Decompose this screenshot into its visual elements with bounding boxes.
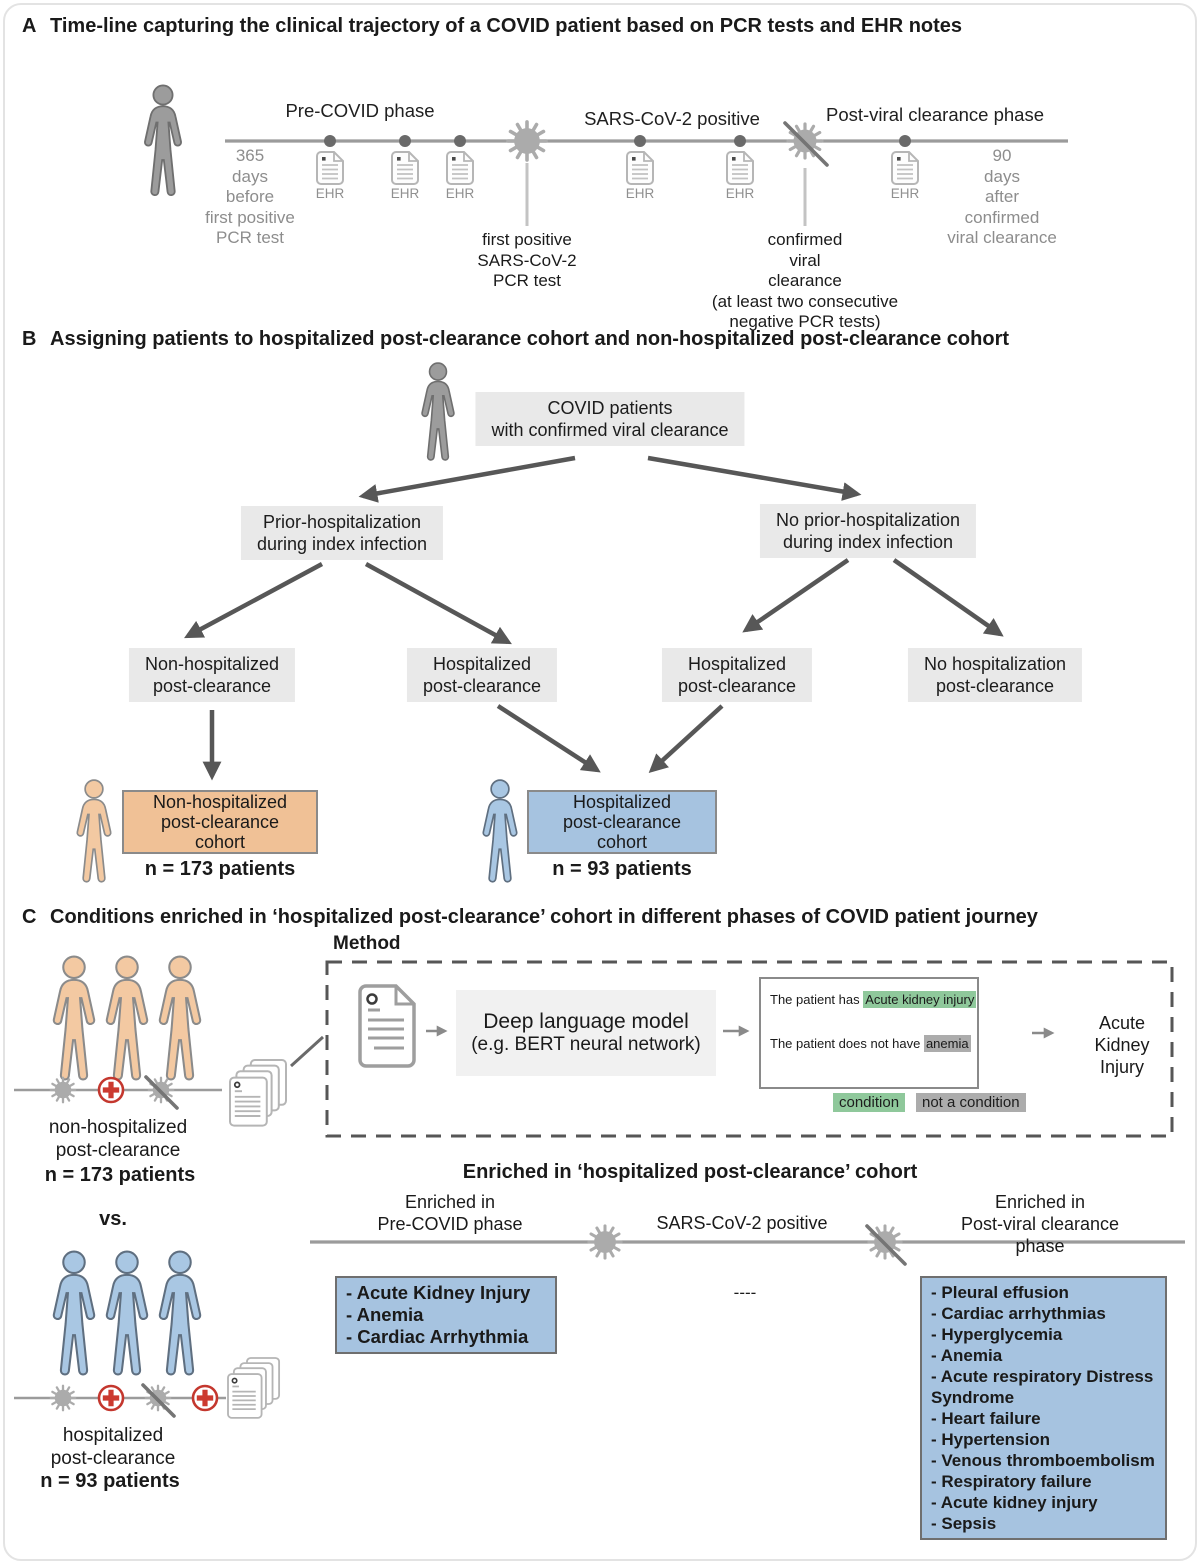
ehr-label: EHR (390, 186, 420, 201)
panel-b-label: B (22, 328, 37, 350)
condition-item: - Hyperglycemia (931, 1325, 1063, 1344)
model-detail: (e.g. BERT neural network) (471, 1034, 701, 1055)
notes-stack-icon (228, 1358, 279, 1418)
condition-item: - Anemia (346, 1304, 424, 1325)
hosp-cohort-count: n = 93 patients (40, 1470, 180, 1492)
enriched-positive-header: SARS-CoV-2 positive (656, 1213, 828, 1233)
hospital-cross-icon (99, 1386, 123, 1410)
notes-stack-icon (230, 1060, 286, 1126)
phase-pre-covid-label: Pre-COVID phase (285, 100, 435, 121)
panel-c-label: C (22, 906, 37, 928)
condition-item: - Acute kidney injury (931, 1493, 1098, 1512)
hospitalized-cohort-count: n = 93 patients (552, 858, 692, 880)
ehr-label: EHR (890, 186, 920, 201)
panel-a-label: A (22, 15, 37, 37)
hospitalized-patient-icon (107, 1252, 147, 1375)
sentence-example-box (759, 977, 979, 1089)
ehr-label: EHR (725, 186, 755, 201)
nonhospitalized-patient-icon (160, 957, 200, 1080)
panel-c-title: Conditions enriched in ‘hospitalized post-clearance’ cohort in different phases of COVID patient journey (50, 906, 1038, 928)
hospital-cross-icon (99, 1078, 123, 1102)
virus-cleared-icon (146, 1077, 177, 1108)
hospitalized-cohort-box: Hospitalized post-clearance cohort (527, 790, 717, 854)
model-name: Deep language model (483, 1010, 689, 1033)
enriched-section-title: Enriched in ‘hospitalized post-clearance’ cohort (462, 1161, 918, 1183)
vs-label: vs. (99, 1208, 127, 1230)
hospitalized-patient-icon (54, 1252, 94, 1375)
node-hosp-post-clearance: Hospitalized post-clearance (407, 648, 557, 702)
condition-item: - Hypertension (931, 1430, 1051, 1449)
deep-language-model-box (456, 990, 716, 1076)
condition-item: - Venous thromboembolism (931, 1451, 1155, 1470)
phase-positive-label: SARS-CoV-2 positive (584, 108, 760, 129)
nonhospitalized-cohort-box: Non-hospitalized post-clearance cohort (122, 790, 318, 854)
node-no-prior-hospitalization: No prior-hospitalization during index infection (760, 504, 976, 558)
panel-a-title: Time-line capturing the clinical trajectory of a COVID patient based on PCR tests and EHR notes (50, 15, 963, 37)
method-label: Method (333, 933, 401, 954)
ehr-document-icon (627, 152, 653, 184)
virus-cleared-icon (785, 123, 827, 165)
sentence-positive: The patient has Acute kidney injury (770, 992, 975, 1007)
virus-cleared-icon (867, 1226, 905, 1264)
hospitalized-patient-icon (483, 780, 516, 882)
condition-item: - Acute Kidney Injury (346, 1282, 531, 1303)
method-dashed-box (327, 962, 1172, 1136)
note-document-icon (360, 986, 414, 1066)
condition-item: - Anemia (931, 1346, 1003, 1365)
virus-icon (508, 122, 546, 160)
note-90-days: 90 days after confirmed viral clearance (947, 146, 1057, 247)
note-365-days: 365 days before first positive PCR test (205, 146, 295, 247)
node-no-hospitalization: No hospitalization post-clearance (908, 648, 1082, 702)
no-conditions-placeholder: ---- (733, 1283, 757, 1302)
not-condition-highlight: anemia (925, 1036, 969, 1051)
nonhospitalized-patient-icon (77, 780, 110, 882)
condition-item: - Acute respiratory Distress Syndrome (931, 1367, 1154, 1407)
ehr-label: EHR (445, 186, 475, 201)
condition-item: - Pleural effusion (931, 1283, 1069, 1302)
condition-item: - Heart failure (931, 1409, 1041, 1428)
legend-condition: condition (833, 1093, 905, 1112)
node-prior-hospitalization: Prior-hospitalization during index infection (241, 506, 443, 560)
patient-icon (422, 363, 454, 460)
condition-item: - Sepsis (931, 1514, 997, 1533)
enriched-post-clearance-header: Enriched in Post-viral clearance phase (960, 1192, 1120, 1256)
patient-icon (145, 85, 181, 195)
enriched-pre-covid-header: Enriched in Pre-COVID phase (377, 1192, 523, 1234)
ehr-document-icon (892, 152, 918, 184)
nonhosp-cohort-count: n = 173 patients (44, 1164, 196, 1186)
condition-highlight: Acute kidney injury (865, 992, 975, 1007)
note-confirmed-clearance: confirmed viral clearance (at least two consecutive negative PCR tests) (711, 230, 899, 331)
ehr-document-icon (317, 152, 343, 184)
legend-not-condition: not a condition (916, 1093, 1026, 1112)
model-output-label: Acute Kidney Injury (1094, 1013, 1150, 1077)
node-hosp-post-clearance: Hospitalized post-clearance (662, 648, 812, 702)
virus-icon (51, 1078, 75, 1102)
node-nonhosp-post-clearance: Non-hospitalized post-clearance (129, 648, 295, 702)
nonhospitalized-patient-icon (54, 957, 94, 1080)
virus-icon (51, 1386, 75, 1410)
ehr-label: EHR (315, 186, 345, 201)
ehr-label: EHR (625, 186, 655, 201)
phase-post-clearance-label: Post-viral clearance phase (826, 104, 1044, 125)
condition-item: - Respiratory failure (931, 1472, 1092, 1491)
note-first-positive: first positive SARS-CoV-2 PCR test (477, 230, 577, 290)
stack-connector-line (291, 1037, 323, 1066)
post-clearance-conditions-box (920, 1276, 1167, 1540)
ehr-document-icon (447, 152, 473, 184)
nonhosp-cohort-label: non-hospitalized post-clearance (48, 1117, 188, 1161)
virus-icon (589, 1226, 621, 1258)
hospital-cross-icon (193, 1386, 217, 1410)
ehr-document-icon (392, 152, 418, 184)
condition-item: - Cardiac Arrhythmia (346, 1326, 529, 1347)
sentence-negative: The patient does not have anemia (770, 1036, 969, 1051)
ehr-document-icon (727, 152, 753, 184)
node-covid-patients: COVID patients with confirmed viral clearance (475, 392, 744, 446)
hosp-cohort-label: hospitalized post-clearance (50, 1425, 176, 1469)
panel-b-title: Assigning patients to hospitalized post-clearance cohort and non-hospitalized post-clearance cohort (50, 328, 1010, 350)
virus-cleared-icon (143, 1385, 174, 1416)
pre-covid-conditions-box (335, 1276, 557, 1354)
condition-item: - Cardiac arrhythmias (931, 1304, 1106, 1323)
nonhospitalized-cohort-count: n = 173 patients (144, 858, 296, 880)
hospitalized-patient-icon (160, 1252, 200, 1375)
nonhospitalized-patient-icon (107, 957, 147, 1080)
